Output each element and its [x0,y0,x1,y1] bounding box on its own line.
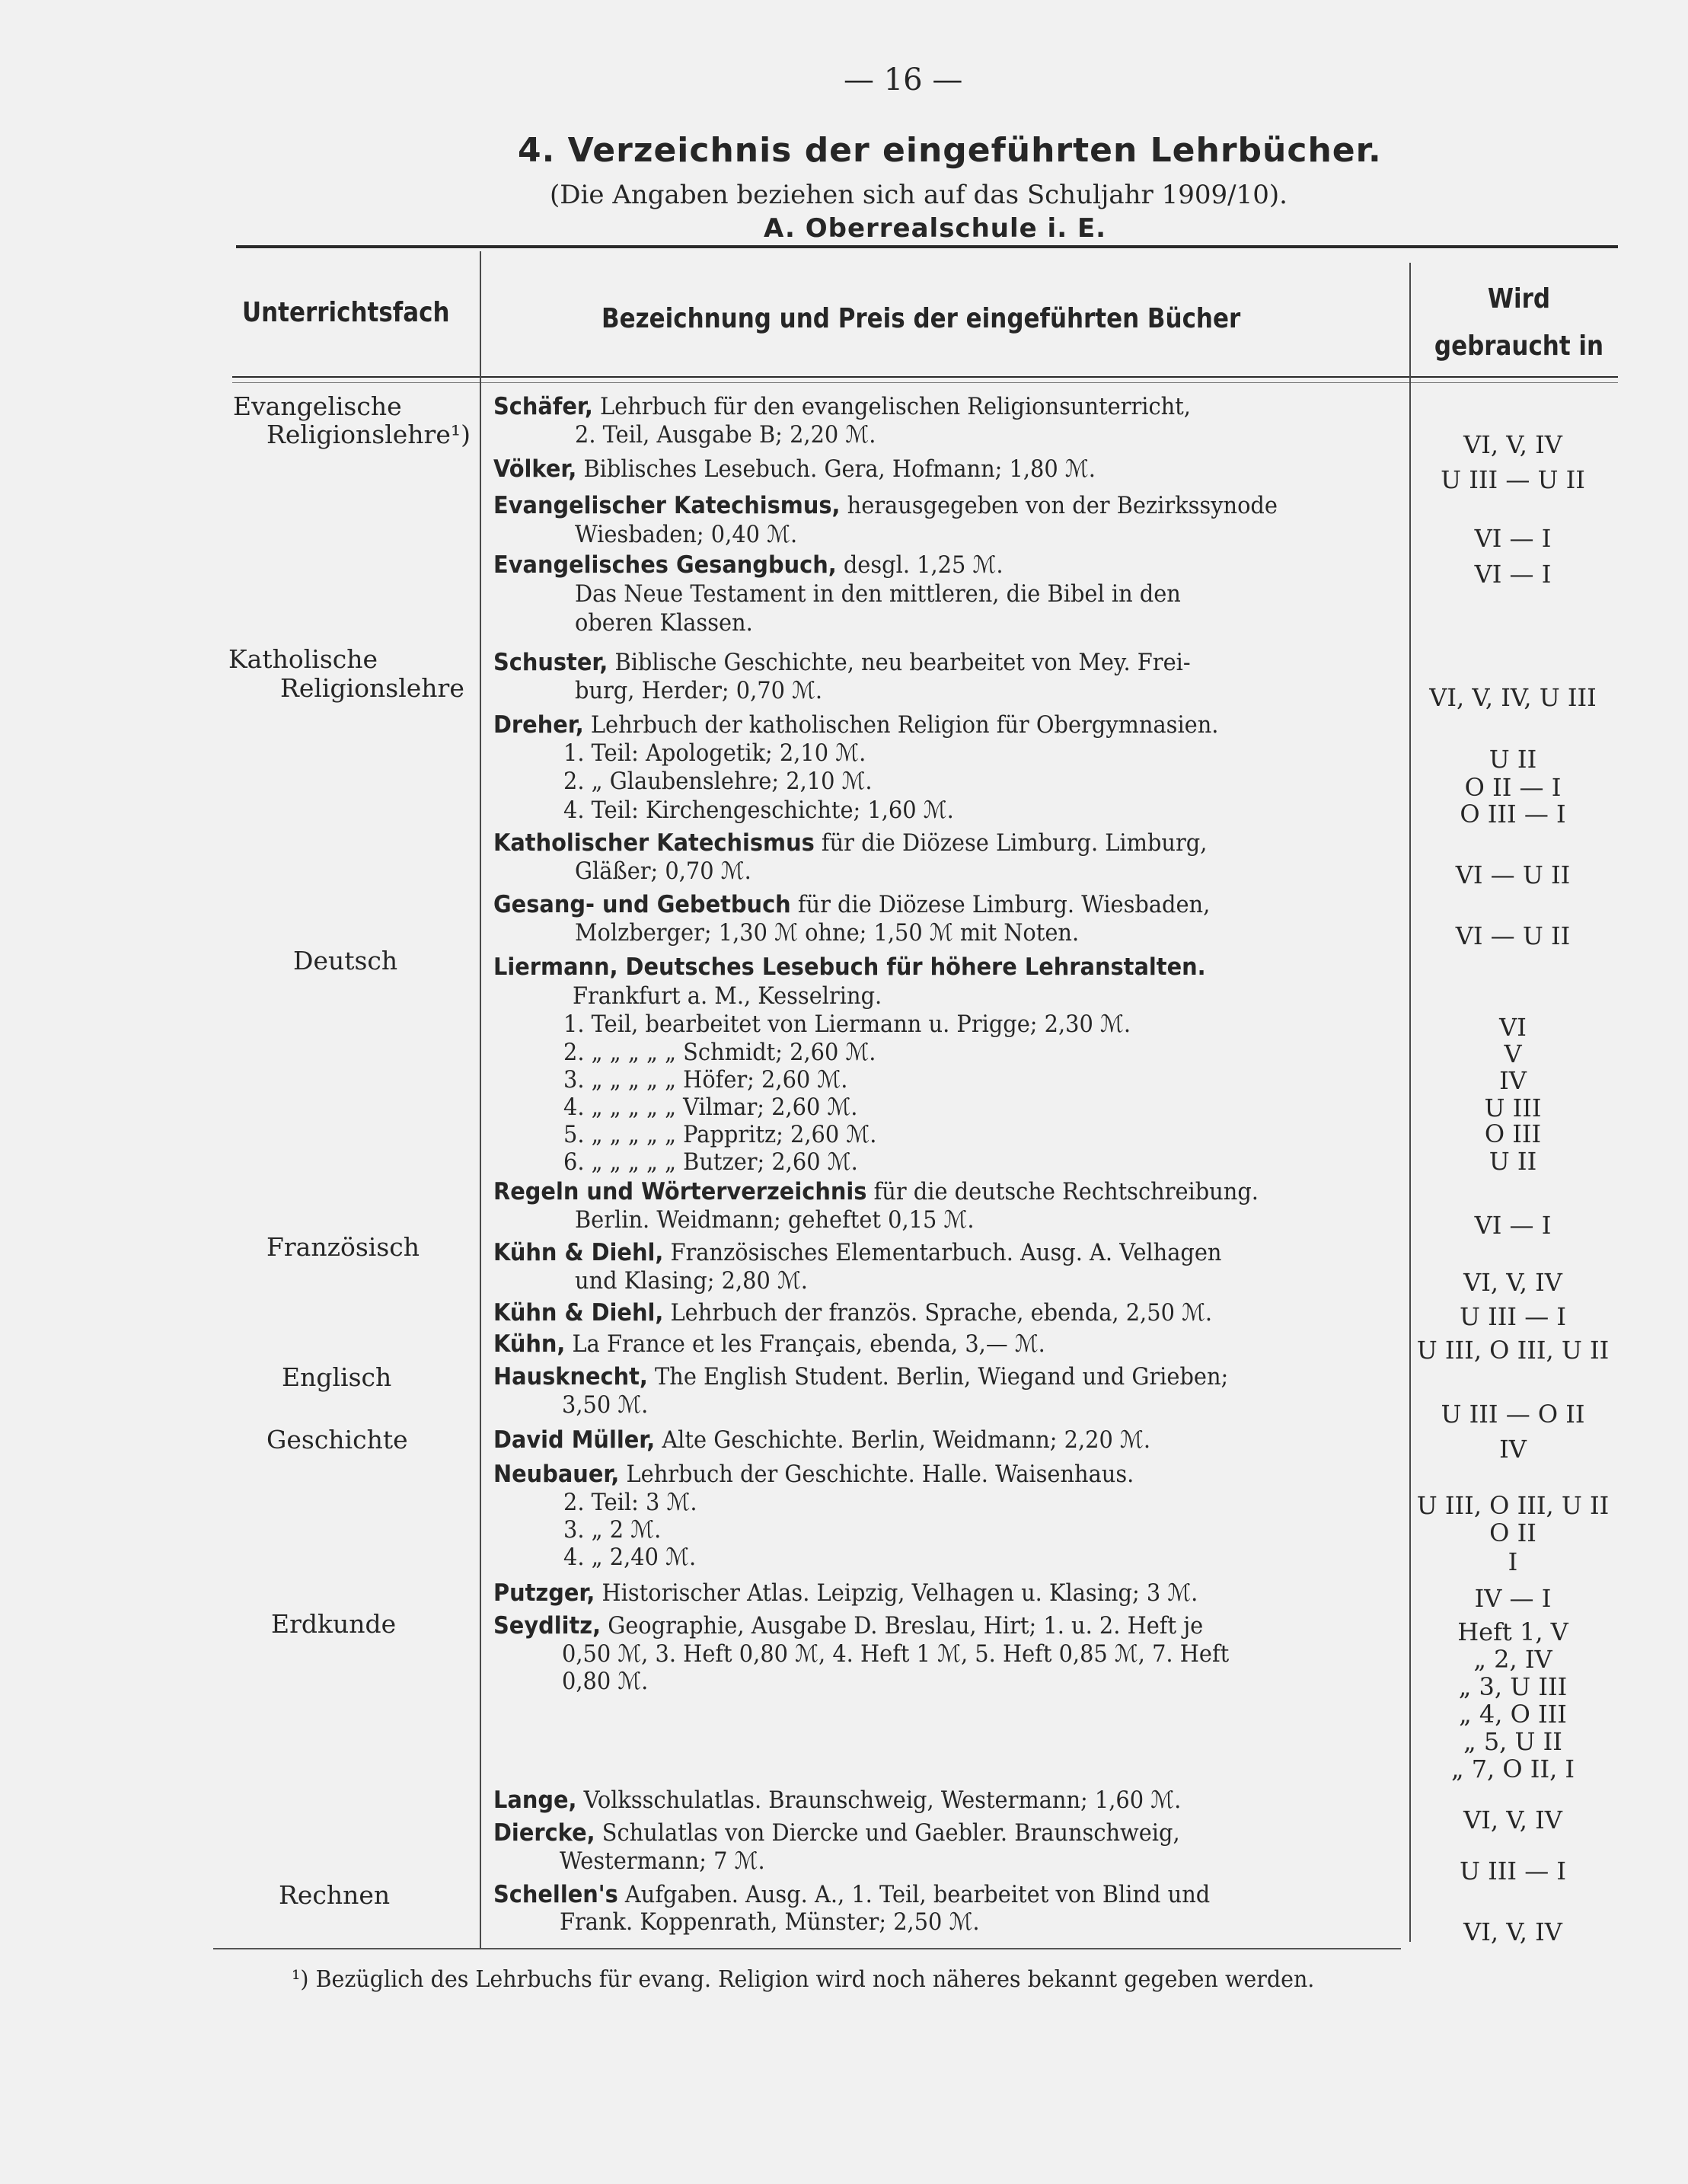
class-entry: „ 5, U II [1463,1727,1562,1756]
book-line [563,1489,697,1516]
book-line [563,1094,857,1121]
book-line [575,521,797,548]
book-line [493,1881,1210,1908]
book-text: 4. „ 2,40 ℳ. [563,1544,697,1571]
book-line [493,1819,1180,1847]
book-line [493,393,1191,420]
subject-label: Katholische [228,644,378,674]
book-line [493,953,1206,981]
class-entry: IV [1499,1435,1527,1464]
book-text: Frank. Koppenrath, Münster; 2,50 ℳ. [560,1908,980,1936]
subject-label: Evangelische [233,391,402,421]
subject-label: Rechnen [279,1880,391,1910]
book-text: oberen Klassen. [575,609,753,637]
book-line [493,1363,1228,1391]
book-line [493,1579,1198,1607]
subtitle: (Die Angaben beziehen sich auf das Schuljahr 1909/10). [550,180,1288,210]
book-line [563,1516,661,1544]
class-entry: U III [1484,1094,1542,1122]
book-text: desgl. 1,25 ℳ. [836,551,1004,579]
subject-label: Französisch [266,1232,420,1262]
class-entry: U III, O III, U II [1416,1336,1610,1365]
class-entry: VI, V, IV [1463,1917,1562,1946]
book-author: Schäfer, [493,393,593,420]
book-line [562,1668,648,1695]
book-line [575,677,822,704]
class-entry: VI — U II [1455,921,1571,950]
subject-label: Religionslehre¹) [266,420,471,449]
book-text: Berlin. Weidmann; geheftet 0,15 ℳ. [575,1206,975,1234]
class-entry: VI, V, IV [1463,1268,1562,1297]
book-text: La France et les Français, ebenda, 3,— ℳ. [565,1330,1045,1358]
book-line [563,1148,858,1176]
book-line [563,1011,1131,1038]
subject-label: Religionslehre [280,673,464,703]
class-entry: U III — O II [1441,1400,1585,1429]
class-entry: VI — U II [1455,861,1571,889]
book-author: David Müller, [493,1426,656,1454]
book-author: Völker, [493,455,577,483]
section-heading: A. Oberrealschule i. E. [764,213,1107,244]
class-entry: O II — I [1464,773,1562,802]
book-text: Schulatlas von Diercke und Gaebler. Braunschweig, [595,1819,1180,1847]
header-used-line1: Wird [1487,283,1551,315]
book-line [493,1426,1150,1454]
book-line [493,1178,1259,1205]
book-author: Hausknecht, [493,1363,648,1391]
book-line [493,1612,1203,1640]
book-line [493,1239,1221,1266]
class-entry: O III [1484,1119,1542,1148]
class-entry: IV [1499,1066,1527,1095]
book-text: Das Neue Testament in den mittleren, die Bibel in den [575,580,1181,608]
subject-label: Geschichte [266,1425,408,1454]
class-entry: I [1508,1547,1518,1576]
book-line [563,768,873,795]
class-entry: U II [1489,745,1537,774]
book-text: Frankfurt a. M., Kesselring. [573,982,882,1010]
book-line [563,797,954,824]
book-text: Lehrbuch der französ. Sprache, ebenda, 2,50 ℳ. [663,1299,1213,1327]
book-text: 3. „ 2 ℳ. [563,1516,662,1544]
book-text: 0,80 ℳ. [562,1668,649,1695]
book-text: 5. „ „ „ „ „ Pappritz; 2,60 ℳ. [563,1121,877,1148]
book-text: 6. „ „ „ „ „ Butzer; 2,60 ℳ. [563,1148,858,1176]
book-text: Französisches Elementarbuch. Ausg. A. Velhagen [663,1239,1222,1266]
book-author: Evangelisches Gesangbuch, [493,551,837,579]
book-author: Diercke, [493,1819,595,1847]
book-line [575,919,1079,947]
class-entry: VI [1499,1013,1527,1042]
class-entry: VI — I [1474,560,1552,589]
book-text: Volksschulatlas. Braunschweig, Westermann; 1,60 ℳ. [576,1786,1182,1814]
class-entry: V [1504,1039,1522,1068]
book-author: Schellen's [493,1881,618,1908]
class-entry: VI, V, IV [1463,430,1562,459]
top-rule [236,245,1618,248]
class-entry: O III — I [1460,800,1566,829]
class-entry: VI, V, IV, U III [1429,683,1597,712]
book-line [563,1066,847,1094]
book-line [575,421,876,449]
book-line [575,609,753,637]
book-text: Lehrbuch der katholischen Religion für Obergymnasien. [583,711,1219,739]
class-entry: VI — I [1474,1211,1552,1240]
book-text: herausgegeben von der Bezirkssynode [840,492,1278,519]
class-entry: U III, O III, U II [1416,1491,1610,1520]
book-text: Wiesbaden; 0,40 ℳ. [575,521,798,548]
book-text: Molzberger; 1,30 ℳ ohne; 1,50 ℳ mit Noten. [575,919,1080,947]
book-line [493,711,1218,739]
book-text: Geographie, Ausgabe D. Breslau, Hirt; 1. u. 2. Heft je [601,1612,1204,1640]
header-subject: Unterrichtsfach [242,297,450,328]
class-entry: O II [1489,1518,1536,1547]
book-text: und Klasing; 2,80 ℳ. [575,1267,808,1295]
class-entry: „ 3, U III [1458,1672,1568,1701]
class-entry: „ 7, O II, I [1450,1755,1575,1783]
book-line [563,1544,696,1571]
book-line [575,1267,808,1295]
class-entry: U II [1489,1147,1537,1176]
book-line [493,492,1278,519]
book-line [562,1391,648,1419]
book-text: Aufgaben. Ausg. A., 1. Teil, bearbeitet von Blind und [617,1881,1211,1908]
class-entry: „ 4, O III [1459,1700,1567,1729]
book-author: Regeln und Wörterverzeichnis [493,1178,867,1205]
book-line [493,1461,1134,1488]
class-entry: IV — I [1474,1584,1552,1613]
book-author: Kühn & Diehl, [493,1299,664,1327]
book-author: Liermann, Deutsches Lesebuch für höhere Lehranstalten. [493,953,1206,981]
book-line [493,455,1096,483]
book-line [493,891,1210,918]
book-author: Neubauer, [493,1461,620,1488]
book-text: Alte Geschichte. Berlin, Weidmann; 2,20 ℳ. [655,1426,1151,1454]
book-text: 2. „ „ „ „ „ Schmidt; 2,60 ℳ. [563,1039,876,1066]
book-line [575,580,1181,608]
book-text: Biblische Geschichte, neu bearbeitet von Mey. Frei- [608,649,1191,676]
book-text: Gläßer; 0,70 ℳ. [575,857,751,885]
book-text: The English Student. Berlin, Wiegand und Grieben; [647,1363,1229,1391]
header-books: Bezeichnung und Preis der eingeführten Bücher [601,303,1241,334]
book-author: Gesang- und Gebetbuch [493,891,791,918]
class-entry: U III — I [1459,1857,1567,1885]
book-text: 2. Teil: 3 ℳ. [563,1489,697,1516]
book-text: für die Diözese Limburg. Limburg, [814,829,1208,857]
book-text: für die deutsche Rechtschreibung. [866,1178,1259,1205]
book-text: Westermann; 7 ℳ. [560,1847,765,1875]
book-text: burg, Herder; 0,70 ℳ. [575,677,823,704]
class-entry: VI, V, IV [1463,1806,1562,1834]
book-text: 4. „ „ „ „ „ Vilmar; 2,60 ℳ. [563,1094,858,1121]
class-entry: U III — U II [1441,465,1585,494]
class-entry: VI — I [1474,524,1552,553]
book-author: Lange, [493,1786,577,1814]
book-text: 0,50 ℳ, 3. Heft 0,80 ℳ, 4. Heft 1 ℳ, 5. Heft 0,85 ℳ, 7. Heft [562,1640,1230,1668]
book-author: Putzger, [493,1579,595,1607]
class-entry: „ 2, IV [1473,1645,1552,1674]
book-text: Lehrbuch der Geschichte. Halle. Waisenhaus. [619,1461,1134,1488]
book-line [562,1640,1229,1668]
page-number: — 16 — [844,62,963,97]
book-text: 1. Teil: Apologetik; 2,10 ℳ. [563,739,866,767]
subject-label: Deutsch [293,946,398,975]
book-line [563,1121,876,1148]
book-line [563,739,866,767]
book-text: 1. Teil, bearbeitet von Liermann u. Prigge; 2,30 ℳ. [563,1011,1131,1038]
book-author: Seydlitz, [493,1612,601,1640]
book-author: Schuster, [493,649,608,676]
book-line [493,1330,1045,1358]
book-line [575,1206,974,1234]
book-line [560,1908,980,1936]
book-author: Dreher, [493,711,584,739]
book-line [563,1039,876,1066]
book-text: Historischer Atlas. Leipzig, Velhagen u. Klasing; 3 ℳ. [595,1579,1198,1607]
book-author: Kühn & Diehl, [493,1239,664,1266]
page-title: 4. Verzeichnis der eingeführten Lehrbücher. [518,131,1382,170]
book-text: 3,50 ℳ. [562,1391,649,1419]
book-line [493,1786,1181,1814]
book-text: 2. „ Glaubenslehre; 2,10 ℳ. [563,768,873,795]
book-line [560,1847,765,1875]
book-author: Kühn, [493,1330,566,1358]
book-author: Evangelischer Katechismus, [493,492,841,519]
book-line [493,551,1004,579]
footnote: ¹) Bezüglich des Lehrbuchs für evang. Religion wird noch näheres bekannt gegeben werden. [292,1966,1315,1993]
book-text: Biblisches Lesebuch. Gera, Hofmann; 1,80 ℳ. [576,455,1096,483]
book-text: 4. Teil: Kirchengeschichte; 1,60 ℳ. [563,797,954,824]
book-line [493,829,1207,857]
header-used-line2: gebraucht in [1434,330,1604,362]
subject-label: Erdkunde [271,1609,397,1639]
book-text: 3. „ „ „ „ „ Höfer; 2,60 ℳ. [563,1066,848,1094]
book-text: für die Diözese Limburg. Wiesbaden, [790,891,1211,918]
bottom-rule [213,1948,1401,1949]
book-author: Katholischer Katechismus [493,829,815,857]
book-text: 2. Teil, Ausgabe B; 2,20 ℳ. [575,421,876,449]
book-line [573,982,882,1010]
column-divider-1 [480,251,481,1949]
book-line [493,1299,1212,1327]
class-entry: Heft 1, V [1457,1617,1568,1646]
subject-label: Englisch [282,1362,392,1392]
book-text: Lehrbuch für den evangelischen Religionsunterricht, [592,393,1191,420]
book-line [575,857,751,885]
class-entry: U III — I [1459,1302,1567,1331]
book-line [493,649,1191,676]
